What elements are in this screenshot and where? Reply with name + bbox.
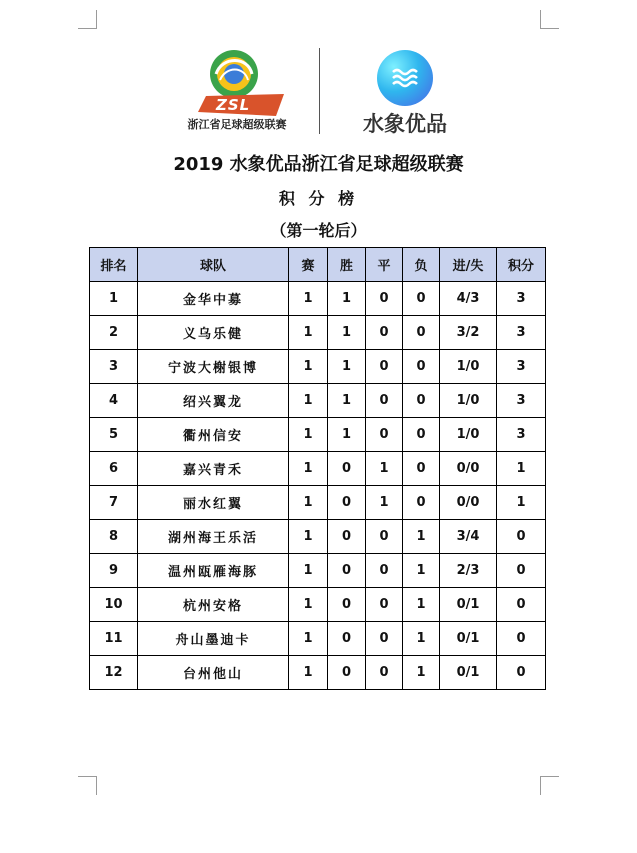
team-cell: 义乌乐健 (138, 316, 289, 350)
played-cell: 1 (289, 588, 328, 622)
drawn-cell: 0 (366, 418, 403, 452)
goals-cell: 4/3 (440, 282, 497, 316)
rank-cell: 9 (90, 554, 138, 588)
played-cell: 1 (289, 452, 328, 486)
team-cell: 绍兴翼龙 (138, 384, 289, 418)
drawn-cell: 0 (366, 520, 403, 554)
table-row (90, 384, 546, 418)
table-row (90, 282, 546, 316)
goals-cell: 0/1 (440, 588, 497, 622)
team-cell: 衢州信安 (138, 418, 289, 452)
rank-cell: 6 (90, 452, 138, 486)
column-header-drawn: 平 (366, 248, 403, 282)
sponsor-logo-text: 水象优品 (363, 112, 447, 136)
points-cell: 0 (497, 554, 546, 588)
won-cell: 0 (328, 486, 366, 520)
table-row (90, 656, 546, 690)
points-cell: 1 (497, 486, 546, 520)
column-header-lost: 负 (403, 248, 440, 282)
goals-cell: 3/4 (440, 520, 497, 554)
won-cell: 0 (328, 452, 366, 486)
drawn-cell: 0 (366, 656, 403, 690)
rank-cell: 12 (90, 656, 138, 690)
table-row (90, 350, 546, 384)
lost-cell: 1 (403, 656, 440, 690)
team-cell: 温州瓯雁海豚 (138, 554, 289, 588)
won-cell: 0 (328, 622, 366, 656)
column-header-rank: 排名 (90, 248, 138, 282)
won-cell: 0 (328, 554, 366, 588)
drawn-cell: 1 (366, 452, 403, 486)
team-cell: 丽水红翼 (138, 486, 289, 520)
standings-table (89, 247, 546, 690)
lost-cell: 1 (403, 520, 440, 554)
table-row (90, 316, 546, 350)
table-row (90, 588, 546, 622)
points-cell: 0 (497, 520, 546, 554)
won-cell: 1 (328, 384, 366, 418)
league-mark: ZSL (216, 96, 251, 114)
lost-cell: 0 (403, 486, 440, 520)
goals-cell: 0/0 (440, 486, 497, 520)
points-cell: 3 (497, 350, 546, 384)
played-cell: 1 (289, 554, 328, 588)
column-header-played: 赛 (289, 248, 328, 282)
lost-cell: 1 (403, 622, 440, 656)
lost-cell: 0 (403, 452, 440, 486)
won-cell: 0 (328, 588, 366, 622)
lost-cell: 0 (403, 384, 440, 418)
drawn-cell: 0 (366, 350, 403, 384)
points-cell: 1 (497, 452, 546, 486)
team-cell: 嘉兴青禾 (138, 452, 289, 486)
won-cell: 1 (328, 418, 366, 452)
table-row (90, 622, 546, 656)
table-row (90, 554, 546, 588)
team-cell: 舟山墨迪卡 (138, 622, 289, 656)
wave-icon (391, 66, 419, 90)
drawn-cell: 0 (366, 384, 403, 418)
lost-cell: 0 (403, 350, 440, 384)
won-cell: 1 (328, 350, 366, 384)
lost-cell: 1 (403, 554, 440, 588)
standings-body (90, 282, 546, 690)
league-logo (176, 44, 298, 136)
rank-cell: 11 (90, 622, 138, 656)
points-cell: 0 (497, 588, 546, 622)
sponsor-logo (377, 50, 433, 106)
drawn-cell: 0 (366, 554, 403, 588)
won-cell: 0 (328, 520, 366, 554)
team-cell: 金华中募 (138, 282, 289, 316)
drawn-cell: 0 (366, 282, 403, 316)
played-cell: 1 (289, 622, 328, 656)
rank-cell: 8 (90, 520, 138, 554)
played-cell: 1 (289, 656, 328, 690)
goals-cell: 1/0 (440, 384, 497, 418)
league-logo-text: 浙江省足球超级联赛 (187, 118, 287, 131)
won-cell: 0 (328, 656, 366, 690)
crop-mark-bottom-left (78, 776, 97, 795)
goals-cell: 3/2 (440, 316, 497, 350)
lost-cell: 0 (403, 282, 440, 316)
goals-cell: 0/1 (440, 656, 497, 690)
page-subtitle: 积 分 榜 (278, 189, 359, 208)
rank-cell: 10 (90, 588, 138, 622)
points-cell: 0 (497, 656, 546, 690)
team-cell: 台州他山 (138, 656, 289, 690)
team-cell: 杭州安格 (138, 588, 289, 622)
played-cell: 1 (289, 282, 328, 316)
column-header-won: 胜 (328, 248, 366, 282)
table-row (90, 520, 546, 554)
table-row (90, 486, 546, 520)
column-header-goals: 进/失 (440, 248, 497, 282)
column-header-team: 球队 (138, 248, 289, 282)
page-title: 2019 水象优品浙江省足球超级联赛 (173, 154, 464, 175)
points-cell: 3 (497, 282, 546, 316)
drawn-cell: 1 (366, 486, 403, 520)
logo-divider (319, 48, 320, 134)
goals-cell: 0/0 (440, 452, 497, 486)
points-cell: 3 (497, 384, 546, 418)
played-cell: 1 (289, 418, 328, 452)
team-cell: 湖州海王乐活 (138, 520, 289, 554)
points-cell: 0 (497, 622, 546, 656)
goals-cell: 2/3 (440, 554, 497, 588)
rank-cell: 1 (90, 282, 138, 316)
drawn-cell: 0 (366, 316, 403, 350)
team-cell: 宁波大榭银博 (138, 350, 289, 384)
crop-mark-top-left (78, 10, 97, 29)
played-cell: 1 (289, 486, 328, 520)
table-row (90, 418, 546, 452)
rank-cell: 4 (90, 384, 138, 418)
lost-cell: 0 (403, 316, 440, 350)
lost-cell: 1 (403, 588, 440, 622)
table-header-row (90, 248, 546, 282)
crop-mark-top-right (540, 10, 559, 29)
won-cell: 1 (328, 282, 366, 316)
goals-cell: 1/0 (440, 418, 497, 452)
goals-cell: 0/1 (440, 622, 497, 656)
lost-cell: 0 (403, 418, 440, 452)
crop-mark-bottom-right (540, 776, 559, 795)
round-label: （第一轮后） (270, 221, 367, 240)
points-cell: 3 (497, 418, 546, 452)
played-cell: 1 (289, 384, 328, 418)
table-row (90, 452, 546, 486)
column-header-points: 积分 (497, 248, 546, 282)
rank-cell: 2 (90, 316, 138, 350)
played-cell: 1 (289, 520, 328, 554)
rank-cell: 3 (90, 350, 138, 384)
rank-cell: 5 (90, 418, 138, 452)
played-cell: 1 (289, 350, 328, 384)
drawn-cell: 0 (366, 588, 403, 622)
drawn-cell: 0 (366, 622, 403, 656)
won-cell: 1 (328, 316, 366, 350)
rank-cell: 7 (90, 486, 138, 520)
goals-cell: 1/0 (440, 350, 497, 384)
played-cell: 1 (289, 316, 328, 350)
points-cell: 3 (497, 316, 546, 350)
